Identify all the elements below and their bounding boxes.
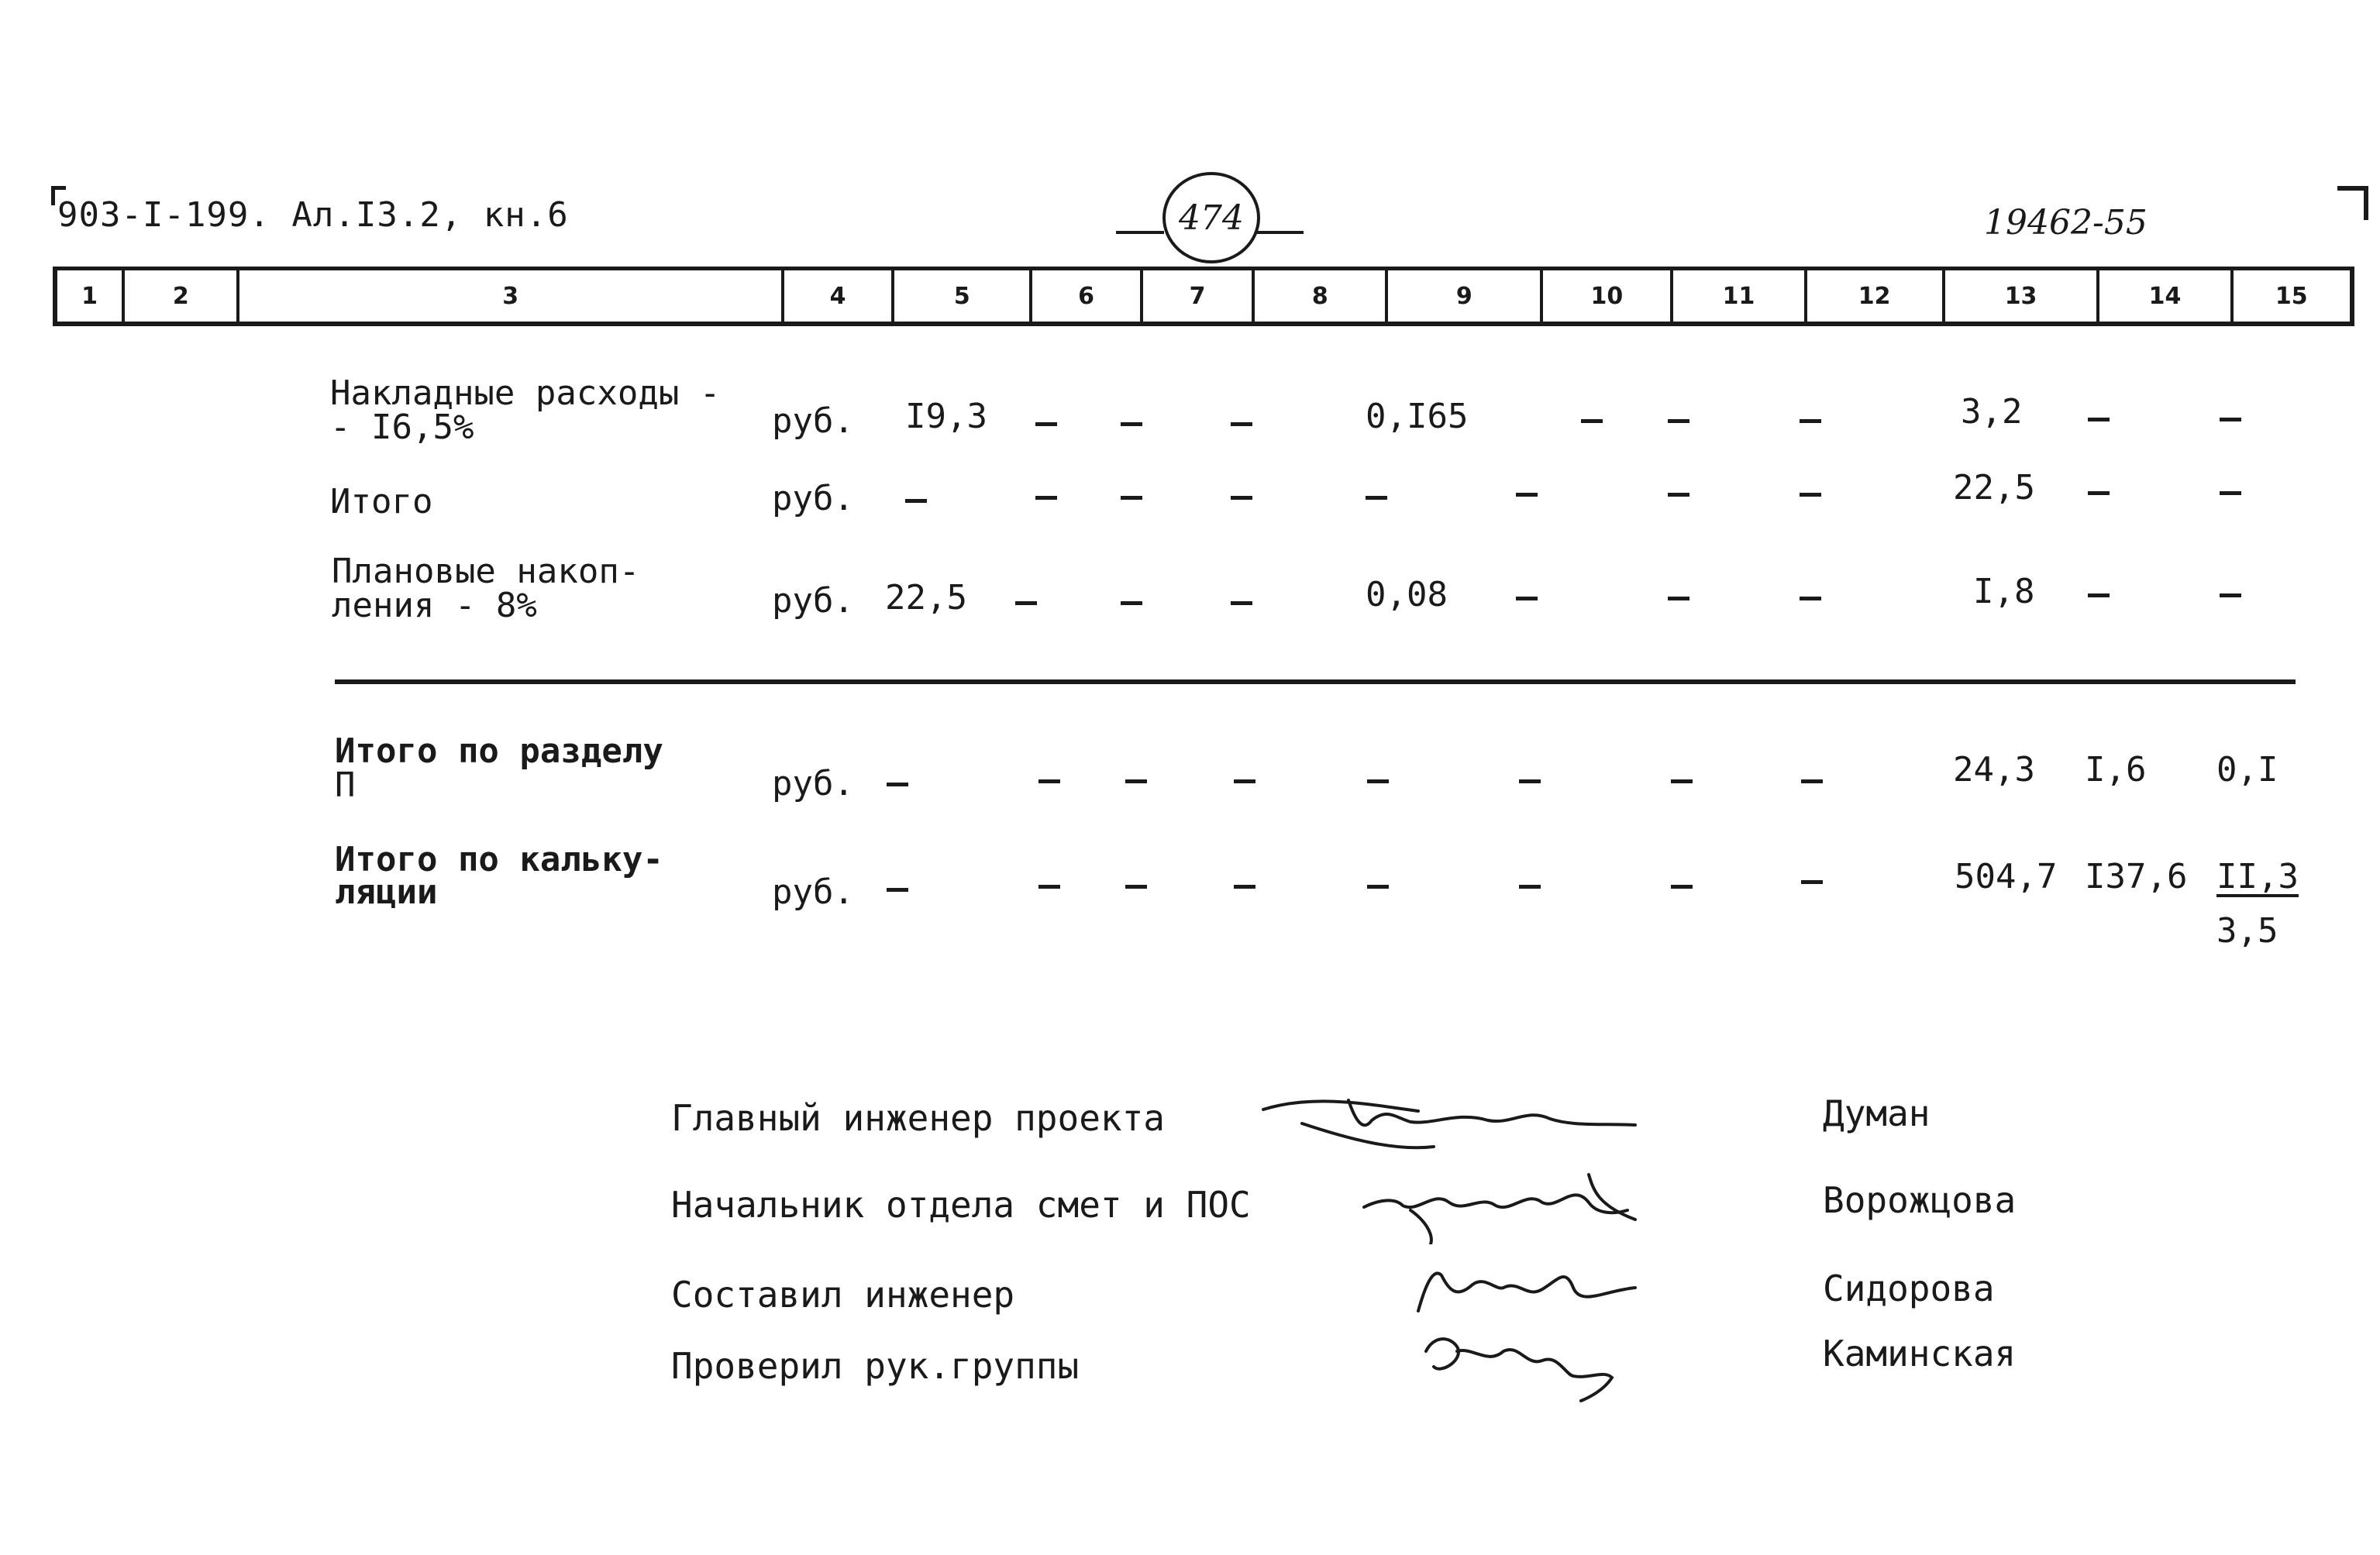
column-number: 11 [1673,270,1807,322]
dash-mark [1234,779,1255,783]
dash-mark [1671,885,1693,889]
dash-mark [2088,593,2110,597]
row-unit: руб. [772,764,854,803]
column-number: 5 [894,270,1032,322]
cell-col13: 504,7 [1955,857,2058,896]
dash-mark [1519,779,1541,783]
cell-col15-bottom: 3,5 [2216,911,2278,951]
dash-mark [1231,496,1252,500]
row-label-line1: Итого [330,482,433,521]
dash-mark [887,783,908,786]
cell-col5: 22,5 [885,578,967,618]
cell-col14: I,6 [2085,750,2147,790]
column-number: 10 [1543,270,1673,322]
column-number: 12 [1807,270,1945,322]
cell-col5: I9,3 [905,397,987,436]
column-number: 1 [57,270,125,322]
dash-mark [1668,493,1689,497]
row-label-line1: Накладные расходы - [330,373,721,413]
corner-mark-right [2337,186,2368,220]
column-number: 6 [1032,270,1142,322]
dash-mark [1801,880,1823,884]
cell-col13: 24,3 [1953,750,2035,790]
dash-mark [1800,493,1821,497]
row-label-line1: Плановые накоп- [332,552,640,591]
page-number-dash-right [1257,231,1304,234]
column-number: 3 [239,270,784,322]
column-number: 14 [2099,270,2233,322]
dash-mark [905,499,927,503]
row-label-line1: Итого по кальку- [335,840,663,879]
dash-mark [1668,597,1689,600]
cell-col13: 22,5 [1953,468,2035,507]
row-unit: руб. [772,479,854,518]
section-separator-rule [335,679,2296,684]
page-number: 474 [1162,172,1260,263]
cell-col9: 0,08 [1366,575,1448,614]
row-label-line2: ления - 8% [332,586,537,625]
row-unit: руб. [772,401,854,441]
dash-mark [1125,885,1147,889]
signatory-role: Составил инженер [671,1274,1015,1316]
handwritten-signature [1255,1077,1643,1162]
cell-col13: 3,2 [1961,392,2023,432]
handwritten-signature [1356,1159,1651,1244]
dash-mark [1121,422,1142,426]
row-label-line2: П [335,765,356,805]
column-number: 15 [2275,282,2308,310]
cell-col14: I37,6 [2085,857,2188,896]
dash-mark [1366,496,1387,500]
dash-mark [2220,491,2241,495]
archive-number: 19462-55 [1984,203,2148,243]
row-label-line1: Итого по разделу [335,731,663,771]
dash-mark [1125,779,1147,783]
dash-mark [1367,885,1389,889]
dash-mark [1035,422,1057,426]
handwritten-signature [1418,1320,1635,1413]
dash-mark [1516,597,1538,600]
signatory-role: Проверил рук.группы [671,1345,1080,1387]
dash-mark [1671,779,1693,783]
row-unit: руб. [772,581,854,621]
signatory-role: Начальник отдела смет и ПОС [671,1184,1251,1226]
dash-mark [1516,493,1538,497]
dash-mark [1038,779,1060,783]
column-number: 9 [1388,270,1543,322]
cell-col13: I,8 [1973,572,2035,611]
document-reference: 903-I-199. Ал.I3.2, кн.6 [57,195,569,235]
signatory-name: Каминская [1823,1333,2017,1374]
row-label-line2: ляции [335,872,438,912]
cell-col15: 0,I [2216,750,2278,790]
signatory-name: Думан [1823,1092,1931,1134]
dash-mark [1801,779,1823,783]
dash-mark [1121,601,1142,605]
dash-mark [1035,496,1057,500]
column-number: 4 [784,270,894,322]
handwritten-signature [1410,1244,1643,1330]
dash-mark [2220,593,2241,597]
signatory-role: Главный инженер проекта [671,1097,1165,1139]
signatory-name: Сидорова [1823,1268,1995,1309]
cell-col9: 0,I65 [1366,397,1469,436]
dash-mark [2220,418,2241,421]
dash-mark [2088,418,2110,421]
dash-mark [1015,601,1037,605]
cell-col15-top: II,3 [2216,857,2299,896]
dash-mark [1121,496,1142,500]
column-number: 13 [1945,270,2100,322]
dash-mark [1234,885,1255,889]
dash-mark [1038,885,1060,889]
dash-mark [1800,597,1821,600]
dash-mark [1800,419,1821,423]
row-label-line2: - I6,5% [330,408,474,447]
dash-mark [1367,779,1389,783]
page-number-dash-left [1116,231,1164,234]
dash-mark [2088,491,2110,495]
dash-mark [887,888,908,892]
row-unit: руб. [772,872,854,912]
dash-mark [1231,601,1252,605]
column-number-strip [53,267,2354,326]
dash-mark [1668,419,1689,423]
dash-mark [1581,419,1603,423]
column-number: 2 [125,270,239,322]
column-number: 7 [1143,270,1255,322]
signatory-name: Ворожцова [1823,1179,2017,1221]
dash-mark [1231,422,1252,426]
dash-mark [1519,885,1541,889]
column-number: 8 [1255,270,1388,322]
